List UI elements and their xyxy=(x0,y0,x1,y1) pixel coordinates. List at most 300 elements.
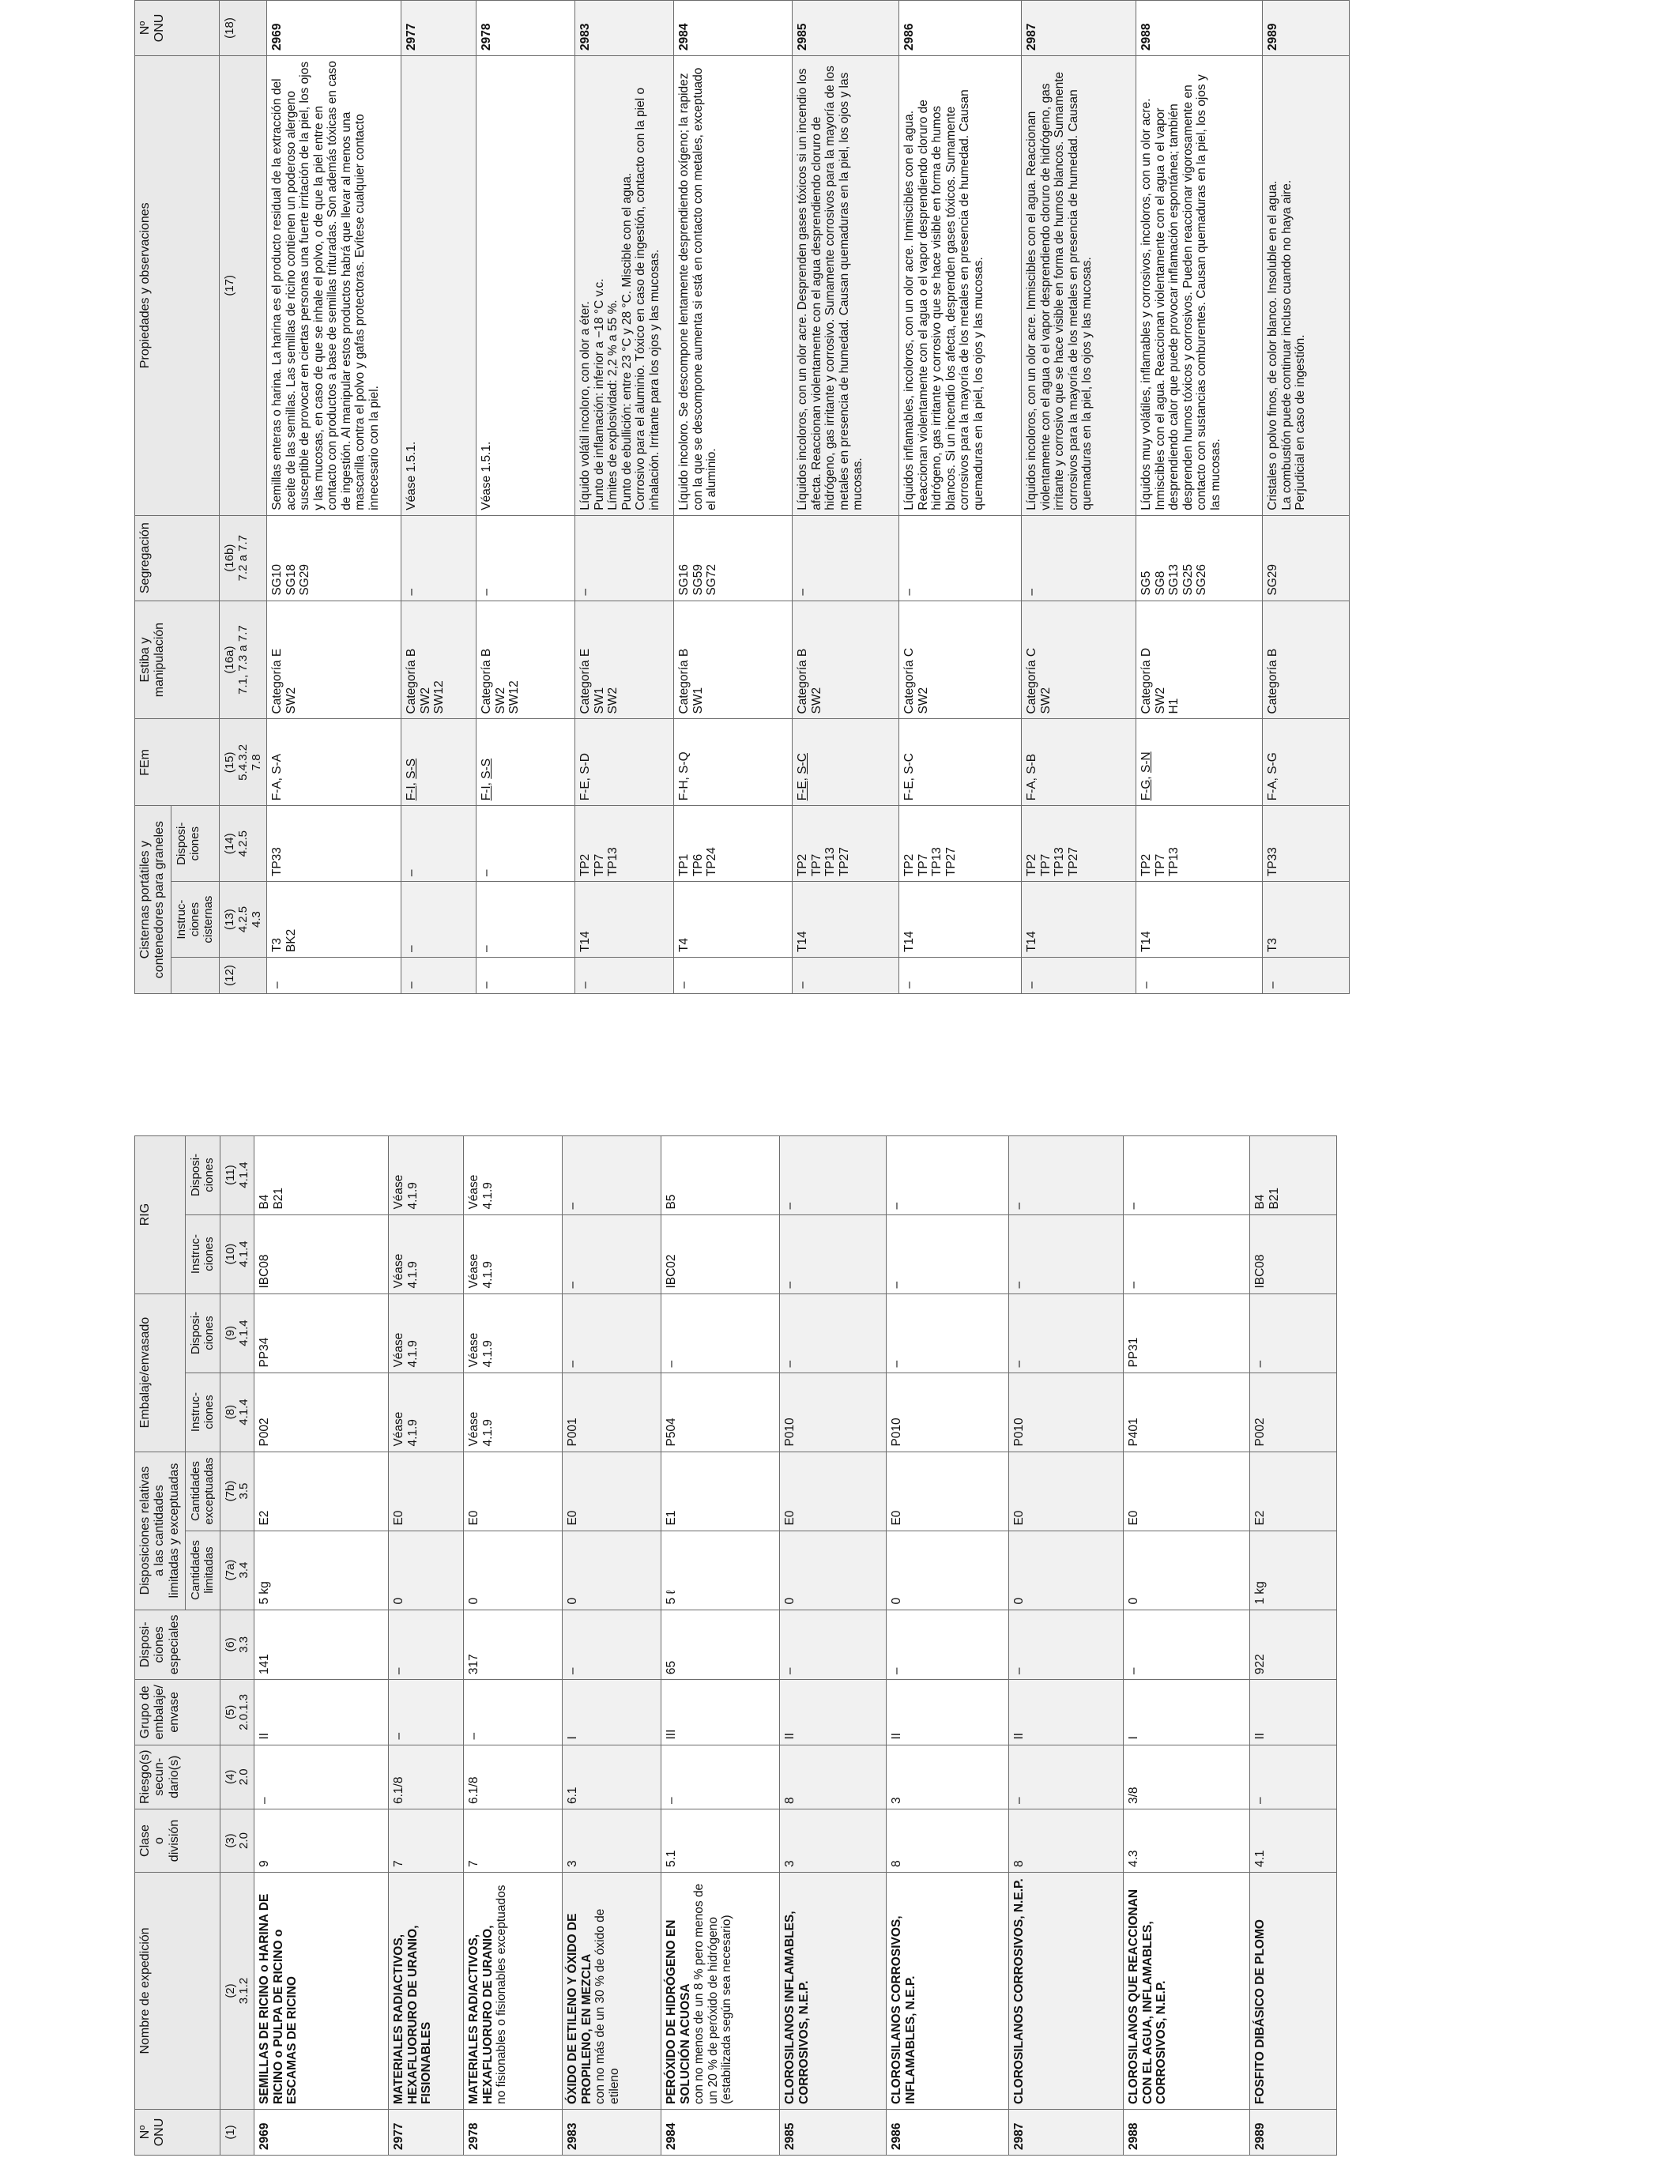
ibc-instructions-cell: – xyxy=(563,1214,661,1293)
shipping-name-text: MATERIALES RADIACTIVOS, HEXAFLUORURO DE URANIO, xyxy=(467,1925,495,2104)
ems-spillage-code: S-Q xyxy=(677,751,691,774)
class-cell: 9 xyxy=(254,1809,389,1873)
tank-instructions-cell: T14 xyxy=(1022,882,1136,958)
limited-quantities-cell: 0 xyxy=(1009,1531,1124,1610)
subsidiary-risk-cell: – xyxy=(254,1745,389,1809)
shipping-name-cell xyxy=(1009,1873,1124,2110)
limited-quantities-cell: 5 ℓ xyxy=(661,1531,780,1610)
ibc-provisions-cell: – xyxy=(1124,1135,1250,1214)
ems-separator: , xyxy=(796,774,810,781)
ibc-provisions-cell: – xyxy=(563,1135,661,1214)
segregation-cell: SG10 SG18 SG29 xyxy=(267,515,401,601)
header-segregacion: Segregación xyxy=(135,515,220,601)
header-rig-instr: Instruc- ciones xyxy=(186,1214,220,1293)
shipping-name-cell xyxy=(887,1873,1009,2110)
packing-instructions-cell: P002 xyxy=(254,1373,389,1452)
un-number-cell: 2978 xyxy=(477,1,575,56)
tank-provisions-cell: TP33 xyxy=(1263,806,1350,882)
un-number-cell: 2983 xyxy=(575,1,674,56)
ems-spillage-code: S-C xyxy=(796,752,810,774)
special-provisions-cell: 922 xyxy=(1250,1610,1337,1680)
table-row xyxy=(1124,1135,1250,2155)
subsidiary-risk-cell: 3 xyxy=(887,1745,1009,1809)
table-row xyxy=(401,1,477,994)
ems-cell xyxy=(1263,719,1350,806)
tank-col12-cell: – xyxy=(1022,958,1136,994)
ems-cell xyxy=(1136,719,1263,806)
shipping-name-cell xyxy=(389,1873,464,2110)
ref-2: (2) 3.1.2 xyxy=(220,1873,254,2110)
tank-provisions-cell: TP33 xyxy=(267,806,401,882)
ems-spillage-code: S-S xyxy=(405,758,419,779)
excepted-quantities-cell: E2 xyxy=(254,1452,389,1531)
table-row xyxy=(1136,1,1263,994)
ems-separator: , xyxy=(1025,774,1039,781)
ems-separator: , xyxy=(578,774,593,781)
tank-instructions-cell: – xyxy=(401,882,477,958)
shipping-name-text: SEMILLAS DE RICINO o HARINA DE RICINO o PULPA DE RICINO o ESCAMAS DE RICINO xyxy=(258,1893,299,2104)
ems-cell xyxy=(1022,719,1136,806)
stowage-cell: Categoría B SW2 SW12 xyxy=(401,601,477,719)
shipping-name-text: CLOROSILANOS CORROSIVOS, INFLAMABLES, N.E.P. xyxy=(890,1915,917,2104)
class-cell: 8 xyxy=(887,1809,1009,1873)
shipping-name-text: CLOROSILANOS CORROSIVOS, N.E.P. xyxy=(1012,1878,1026,2104)
un-number-cell: 2986 xyxy=(887,2110,1009,2156)
subsidiary-risk-cell: 6.1/8 xyxy=(389,1745,464,1809)
header-grupo: Grupo de embalaje/ envase xyxy=(135,1680,220,1745)
ems-separator: , xyxy=(677,773,691,781)
properties-cell: Líquidos incoloros, con un olor acre. Inmiscibles con el agua. Reaccionan violentamente con el agua o el vapor desprendiendo cloruro de hidrógeno, gas irritante y corrosivo que se hace visible en forma de humos blancos. Sumamente corrosivos para la mayoría de los metales en presencia de humedad. Causan quemaduras en la piel, los ojos y las mucosas. xyxy=(1022,55,1136,515)
segregation-cell: SG16 SG59 SG72 xyxy=(674,515,793,601)
special-provisions-cell: – xyxy=(887,1610,1009,1680)
properties-cell: Líquidos muy volátiles, inflamables y corrosivos, incoloros, con un olor acre. Inmiscibles con el agua. Reaccionan violentamente con el agua o el vapor desprendiendo calor que puede provocar inflamación espontánea; también desprenden humos tóxicos y corrosivos. Pueden reaccionar vigorosamente en contacto con sustancias comburentes. Causan quemaduras en la piel, los ojos y las mucosas. xyxy=(1136,55,1263,515)
packing-group-cell: II xyxy=(1250,1680,1337,1745)
packing-group-cell: I xyxy=(1124,1680,1250,1745)
header-rig: RIG xyxy=(135,1135,186,1293)
tank-provisions-cell: TP2 TP7 TP13 xyxy=(1136,806,1263,882)
header-nombre: Nombre de expedición xyxy=(135,1873,220,2110)
ref-11: (11) 4.1.4 xyxy=(220,1135,254,1214)
tank-col12-cell: – xyxy=(575,958,674,994)
special-provisions-cell: 317 xyxy=(464,1610,563,1680)
packing-provisions-cell: PP31 xyxy=(1124,1293,1250,1373)
un-number-cell: 2989 xyxy=(1250,2110,1337,2156)
table-row xyxy=(464,1135,563,2155)
un-number-cell: 2985 xyxy=(780,2110,887,2156)
ems-separator: , xyxy=(1139,772,1154,780)
shipping-name-qualifier: con no más de un 30 % de óxido de etileno xyxy=(593,1908,621,2104)
stowage-cell: Categoría B SW2 SW12 xyxy=(477,601,575,719)
limited-quantities-cell: 0 xyxy=(563,1531,661,1610)
un-number-cell: 2977 xyxy=(401,1,477,56)
ems-spillage-code: S-B xyxy=(1025,753,1039,774)
special-provisions-cell: – xyxy=(563,1610,661,1680)
un-number-cell: 2988 xyxy=(1124,2110,1250,2156)
table-row xyxy=(674,1,793,994)
packing-provisions-cell: – xyxy=(1009,1293,1124,1373)
packing-provisions-cell: – xyxy=(1250,1293,1337,1373)
excepted-quantities-cell: E0 xyxy=(1124,1452,1250,1531)
ref-9: (9) 4.1.4 xyxy=(220,1293,254,1373)
tank-provisions-cell: TP1 TP6 TP24 xyxy=(674,806,793,882)
table-row xyxy=(477,1,575,994)
limited-quantities-cell: 0 xyxy=(389,1531,464,1610)
stowage-cell: Categoría B xyxy=(1263,601,1350,719)
tank-col12-cell: – xyxy=(899,958,1022,994)
packing-provisions-cell: Véase 4.1.9 xyxy=(464,1293,563,1373)
tank-provisions-cell: TP2 TP7 TP13 TP27 xyxy=(899,806,1022,882)
header-riesgo: Riesgo(s) secun- dario(s) xyxy=(135,1745,220,1809)
un-number-cell: 2969 xyxy=(267,1,401,56)
ems-spillage-code: S-A xyxy=(270,753,284,774)
header-blank xyxy=(171,958,219,994)
segregation-cell: – xyxy=(1022,515,1136,601)
tank-provisions-cell: – xyxy=(477,806,575,882)
table-row xyxy=(254,1135,389,2155)
un-number-cell: 2984 xyxy=(674,1,793,56)
ems-fire-code: F-E xyxy=(902,781,917,801)
shipping-name-qualifier: con no menos de un 8 % pero menos de un 20 % de peróxido de hidrógeno (estabilizada según sea necesario) xyxy=(692,1883,734,2104)
ibc-instructions-cell: – xyxy=(1124,1214,1250,1293)
table-row xyxy=(793,1,899,994)
class-cell: 7 xyxy=(464,1809,563,1873)
packing-instructions-cell: P010 xyxy=(780,1373,887,1452)
table-row xyxy=(780,1135,887,2155)
ems-fire-code: F-A xyxy=(1025,781,1039,801)
ems-cell xyxy=(401,719,477,806)
ems-separator: , xyxy=(1266,774,1280,781)
packing-group-cell: II xyxy=(780,1680,887,1745)
header-disp-cisternas: Disposi- ciones xyxy=(171,806,219,882)
header-propiedades: Propiedades y observaciones xyxy=(135,55,220,515)
tank-instructions-cell: T3 xyxy=(1263,882,1350,958)
ems-cell xyxy=(674,719,793,806)
shipping-name-text: CLOROSILANOS INFLAMABLES, CORROSIVOS, N.E.P. xyxy=(783,1911,811,2104)
header-estiba: Estiba y manipulación xyxy=(135,601,220,719)
un-number-cell: 2984 xyxy=(661,2110,780,2156)
table-row xyxy=(1009,1135,1124,2155)
ibc-instructions-cell: IBC08 xyxy=(254,1214,389,1293)
un-number-cell: 2985 xyxy=(793,1,899,56)
subsidiary-risk-cell: 8 xyxy=(780,1745,887,1809)
packing-group-cell: II xyxy=(1009,1680,1124,1745)
header-row-1 xyxy=(135,1,171,994)
table-row xyxy=(887,1135,1009,2155)
subsidiary-risk-cell: 6.1/8 xyxy=(464,1745,563,1809)
tank-instructions-cell: – xyxy=(477,882,575,958)
shipping-name-cell xyxy=(254,1873,389,2110)
properties-cell: Líquido volátil incoloro, con olor a éter. Punto de inflamación: inferior a −18 °C v.c. Límites de explosividad: 2,2 % a 55 %. Punto de ebullición: entre 23 °C y 28 °C. Miscible con el agua. Corrosivo para el aluminio. Tóxico en caso de ingestión, contacto con la piel o inhalación. Irritante para los ojos y las mucosas. xyxy=(575,55,674,515)
ems-spillage-code: S-N xyxy=(1139,751,1154,773)
ref-1: (1) xyxy=(220,2110,254,2156)
shipping-name-text: MATERIALES RADIACTIVOS, HEXAFLUORURO DE URANIO, FISIONABLES xyxy=(392,1925,434,2104)
right-table-body xyxy=(267,1,1350,994)
ref-14: (14) 4.2.5 xyxy=(219,806,267,882)
subsidiary-risk-cell: 3/8 xyxy=(1124,1745,1250,1809)
header-emb-disp: Disposi- ciones xyxy=(186,1293,220,1373)
table-row xyxy=(563,1135,661,2155)
ems-fire-code: F-I xyxy=(480,785,494,801)
ems-spillage-code: S-G xyxy=(1266,752,1280,774)
un-number-cell: 2986 xyxy=(899,1,1022,56)
packing-instructions-cell: P002 xyxy=(1250,1373,1337,1452)
ref-7a: (7a) 3.4 xyxy=(220,1531,254,1610)
ems-separator: , xyxy=(902,774,917,781)
packing-instructions-cell: P001 xyxy=(563,1373,661,1452)
shipping-name-cell xyxy=(464,1873,563,2110)
ref-7b: (7b) 3.5 xyxy=(220,1452,254,1531)
packing-provisions-cell: Véase 4.1.9 xyxy=(389,1293,464,1373)
excepted-quantities-cell: E0 xyxy=(389,1452,464,1531)
ibc-instructions-cell: IBC08 xyxy=(1250,1214,1337,1293)
ref-17: (17) xyxy=(219,55,267,515)
ref-18: (18) xyxy=(219,1,267,56)
ems-fire-code: F-E xyxy=(796,781,810,801)
limited-quantities-cell: 0 xyxy=(780,1531,887,1610)
packing-provisions-cell: – xyxy=(661,1293,780,1373)
segregation-cell: – xyxy=(793,515,899,601)
ibc-provisions-cell: Véase 4.1.9 xyxy=(389,1135,464,1214)
ems-fire-code: F-G xyxy=(1139,779,1154,801)
tank-instructions-cell: T14 xyxy=(793,882,899,958)
ems-separator: , xyxy=(270,774,284,781)
header-onu: Nº ONU xyxy=(135,2110,220,2156)
left-table-body xyxy=(254,1135,1337,2155)
ref-16b: (16b) 7.2 a 7.7 xyxy=(219,515,267,601)
packing-instructions-cell: Véase 4.1.9 xyxy=(464,1373,563,1452)
shipping-name-text: ÓXIDO DE ETILENO Y ÓXIDO DE PROPILENO, EN MEZCLA xyxy=(566,1913,593,2104)
subsidiary-risk-cell: – xyxy=(1009,1745,1124,1809)
tank-provisions-cell: TP2 TP7 TP13 TP27 xyxy=(1022,806,1136,882)
packing-instructions-cell: P010 xyxy=(887,1373,1009,1452)
packing-instructions-cell: Véase 4.1.9 xyxy=(389,1373,464,1452)
properties-cell: Líquidos incoloros, con un olor acre. Desprenden gases tóxicos si un incendio los afecta. Reaccionan violentamente con el agua desprendiendo cloruro de hidrógeno, gas irritante y corrosivo. Sumamente corrosivos para la mayoría de los metales en presencia de humedad. Causan quemaduras en la piel, los ojos y las mucosas. xyxy=(793,55,899,515)
shipping-name-qualifier: no fisionables o fisionables exceptuados xyxy=(495,1885,509,2104)
tank-col12-cell: – xyxy=(477,958,575,994)
ems-fire-code: F-A xyxy=(270,781,284,801)
ems-spillage-code: S-S xyxy=(480,758,494,779)
tank-provisions-cell: TP2 TP7 TP13 TP27 xyxy=(793,806,899,882)
un-number-cell: 2987 xyxy=(1009,2110,1124,2156)
stowage-cell: Categoría C SW2 xyxy=(899,601,1022,719)
header-instr-cisternas: Instruc- ciones cisternas xyxy=(171,882,219,958)
header-cant-exc: Cantidades exceptuadas xyxy=(186,1452,220,1531)
segregation-cell: – xyxy=(899,515,1022,601)
ref-6: (6) 3.3 xyxy=(220,1610,254,1680)
segregation-cell: SG29 xyxy=(1263,515,1350,601)
shipping-name-text: PERÓXIDO DE HIDRÓGENO EN SOLUCIÓN ACUOSA xyxy=(665,1919,692,2104)
ibc-provisions-cell: – xyxy=(1009,1135,1124,1214)
excepted-quantities-cell: E0 xyxy=(1009,1452,1124,1531)
ref-12: (12) xyxy=(219,958,267,994)
ibc-instructions-cell: – xyxy=(780,1214,887,1293)
table-row xyxy=(661,1135,780,2155)
un-number-cell: 2978 xyxy=(464,2110,563,2156)
packing-group-cell: – xyxy=(389,1680,464,1745)
ems-cell xyxy=(793,719,899,806)
stowage-cell: Categoría D SW2 H1 xyxy=(1136,601,1263,719)
limited-quantities-cell: 0 xyxy=(887,1531,1009,1610)
ems-fire-code: F-A xyxy=(1266,781,1280,801)
shipping-name-text: FOSFITO DIBÁSICO DE PLOMO xyxy=(1253,1919,1268,2104)
un-number-cell: 2969 xyxy=(254,2110,389,2156)
header-emb-instr: Instruc- ciones xyxy=(186,1373,220,1452)
ibc-provisions-cell: B5 xyxy=(661,1135,780,1214)
special-provisions-cell: 141 xyxy=(254,1610,389,1680)
segregation-cell: SG5 SG8 SG13 SG25 SG26 xyxy=(1136,515,1263,601)
packing-group-cell: – xyxy=(464,1680,563,1745)
ref-3: (3) 2.0 xyxy=(220,1809,254,1873)
header-onu-right: Nº ONU xyxy=(135,1,220,56)
packing-provisions-cell: – xyxy=(780,1293,887,1373)
shipping-name-cell xyxy=(661,1873,780,2110)
packing-group-cell: II xyxy=(887,1680,1009,1745)
special-provisions-cell: 65 xyxy=(661,1610,780,1680)
shipping-name-cell xyxy=(1250,1873,1337,2110)
class-cell: 5.1 xyxy=(661,1809,780,1873)
class-cell: 7 xyxy=(389,1809,464,1873)
stowage-cell: Categoría B SW2 xyxy=(793,601,899,719)
un-number-cell: 2988 xyxy=(1136,1,1263,56)
ems-separator: , xyxy=(405,778,419,786)
special-provisions-cell: – xyxy=(1124,1610,1250,1680)
excepted-quantities-cell: E0 xyxy=(563,1452,661,1531)
ibc-instructions-cell: Véase 4.1.9 xyxy=(389,1214,464,1293)
header-rig-disp: Disposi- ciones xyxy=(186,1135,220,1214)
tank-col12-cell: – xyxy=(401,958,477,994)
segregation-cell: – xyxy=(477,515,575,601)
excepted-quantities-cell: E1 xyxy=(661,1452,780,1531)
ems-separator: , xyxy=(480,778,494,786)
packing-provisions-cell: – xyxy=(887,1293,1009,1373)
header-refs xyxy=(219,1,267,994)
ref-8: (8) 4.1.4 xyxy=(220,1373,254,1452)
ems-fire-code: F-H xyxy=(677,780,691,801)
properties-cell: Cristales o polvo finos, de color blanco. Insoluble en el agua. La combustión puede continuar incluso cuando no haya aire. Perjudicial en caso de ingestión. xyxy=(1263,55,1350,515)
ref-16a: (16a) 7.1, 7.3 a 7.7 xyxy=(219,601,267,719)
tank-col12-cell: – xyxy=(1136,958,1263,994)
special-provisions-cell: – xyxy=(1009,1610,1124,1680)
packing-group-cell: I xyxy=(563,1680,661,1745)
tank-provisions-cell: TP2 TP7 TP13 xyxy=(575,806,674,882)
limited-quantities-cell: 5 kg xyxy=(254,1531,389,1610)
class-cell: 3 xyxy=(563,1809,661,1873)
shipping-name-cell xyxy=(563,1873,661,2110)
packing-instructions-cell: P401 xyxy=(1124,1373,1250,1452)
tank-instructions-cell: T14 xyxy=(899,882,1022,958)
tank-instructions-cell: T14 xyxy=(575,882,674,958)
subsidiary-risk-cell: – xyxy=(661,1745,780,1809)
dangerous-goods-list-right xyxy=(134,0,1350,994)
table-row xyxy=(1263,1,1350,994)
ems-cell xyxy=(899,719,1022,806)
tank-provisions-cell: – xyxy=(401,806,477,882)
table-row xyxy=(267,1,401,994)
ref-4: (4) 2.0 xyxy=(220,1745,254,1809)
subsidiary-risk-cell: 6.1 xyxy=(563,1745,661,1809)
excepted-quantities-cell: E2 xyxy=(1250,1452,1337,1531)
properties-cell: Líquido incoloro. Se descompone lentamente desprendiendo oxígeno; la rapidez con la que se descompone aumenta si está en contacto con metales, exceptuado el aluminio. xyxy=(674,55,793,515)
header-row-1 xyxy=(135,1135,186,2155)
properties-cell: Véase 1.5.1. xyxy=(401,55,477,515)
class-cell: 8 xyxy=(1009,1809,1124,1873)
header-refs xyxy=(220,1135,254,2155)
ibc-instructions-cell: IBC02 xyxy=(661,1214,780,1293)
ref-15: (15) 5.4.3.2 7.8 xyxy=(219,719,267,806)
shipping-name-text: CLOROSILANOS QUE REACCIONAN CON EL AGUA, INFLAMABLES, CORROSIVOS, N.E.P. xyxy=(1127,1888,1169,2104)
tank-instructions-cell: T14 xyxy=(1136,882,1263,958)
ibc-instructions-cell: – xyxy=(887,1214,1009,1293)
table-row xyxy=(575,1,674,994)
tank-instructions-cell: T3 BK2 xyxy=(267,882,401,958)
special-provisions-cell: – xyxy=(780,1610,887,1680)
ems-fire-code: F-I xyxy=(405,785,419,801)
ibc-provisions-cell: – xyxy=(780,1135,887,1214)
ems-spillage-code: S-C xyxy=(902,752,917,774)
stowage-cell: Categoría C SW2 xyxy=(1022,601,1136,719)
tank-col12-cell: – xyxy=(674,958,793,994)
limited-quantities-cell: 0 xyxy=(464,1531,563,1610)
limited-quantities-cell: 1 kg xyxy=(1250,1531,1337,1610)
class-cell: 4.3 xyxy=(1124,1809,1250,1873)
ems-cell xyxy=(267,719,401,806)
un-number-cell: 2983 xyxy=(563,2110,661,2156)
class-cell: 3 xyxy=(780,1809,887,1873)
segregation-cell: – xyxy=(401,515,477,601)
stowage-cell: Categoría E SW2 xyxy=(267,601,401,719)
packing-instructions-cell: P010 xyxy=(1009,1373,1124,1452)
class-cell: 4.1 xyxy=(1250,1809,1337,1873)
ibc-provisions-cell: B4 B21 xyxy=(254,1135,389,1214)
tank-col12-cell: – xyxy=(1263,958,1350,994)
excepted-quantities-cell: E0 xyxy=(887,1452,1009,1531)
ems-spillage-code: S-D xyxy=(578,752,593,774)
header-fem: FEm xyxy=(135,719,220,806)
ibc-instructions-cell: Véase 4.1.9 xyxy=(464,1214,563,1293)
header-embalaje: Embalaje/envasado xyxy=(135,1293,186,1452)
ems-fire-code: F-E xyxy=(578,781,593,801)
packing-group-cell: II xyxy=(254,1680,389,1745)
un-number-cell: 2987 xyxy=(1022,1,1136,56)
stowage-cell: Categoría E SW1 SW2 xyxy=(575,601,674,719)
subsidiary-risk-cell: – xyxy=(1250,1745,1337,1809)
properties-cell: Líquidos inflamables, incoloros, con un olor acre. Inmiscibles con el agua. Reaccionan violentamente con el agua o el vapor desprendiendo cloruro de hidrógeno, gas irritante y corrosivo que se hace visible en forma de humos blancos. Si un incendio los afecta, desprenden gases tóxicos. Sumamente corrosivos para la mayoría de los metales en presencia de humedad. Causan quemaduras en la piel, los ojos y las mucosas. xyxy=(899,55,1022,515)
table-row xyxy=(1250,1135,1337,2155)
segregation-cell: – xyxy=(575,515,674,601)
ibc-provisions-cell: B4 B21 xyxy=(1250,1135,1337,1214)
table-row xyxy=(899,1,1022,994)
shipping-name-cell xyxy=(780,1873,887,2110)
ref-10: (10) 4.1.4 xyxy=(220,1214,254,1293)
header-cisternas: Cisternas portátiles y contenedores para graneles xyxy=(135,806,171,994)
table-row xyxy=(1022,1,1136,994)
excepted-quantities-cell: E0 xyxy=(780,1452,887,1531)
ems-cell xyxy=(477,719,575,806)
stowage-cell: Categoría B SW1 xyxy=(674,601,793,719)
header-clase: Clase o división xyxy=(135,1809,220,1873)
limited-quantities-cell: 0 xyxy=(1124,1531,1250,1610)
special-provisions-cell: – xyxy=(389,1610,464,1680)
ibc-instructions-cell: – xyxy=(1009,1214,1124,1293)
excepted-quantities-cell: E0 xyxy=(464,1452,563,1531)
tank-col12-cell: – xyxy=(793,958,899,994)
un-number-cell: 2977 xyxy=(389,2110,464,2156)
ref-13: (13) 4.2.5 4.3 xyxy=(219,882,267,958)
header-disp-esp: Disposi- ciones especiales xyxy=(135,1610,220,1680)
header-cantidades: Disposiciones relativas a las cantidades limitadas y exceptuadas xyxy=(135,1452,186,1610)
tank-instructions-cell: T4 xyxy=(674,882,793,958)
tank-col12-cell: – xyxy=(267,958,401,994)
